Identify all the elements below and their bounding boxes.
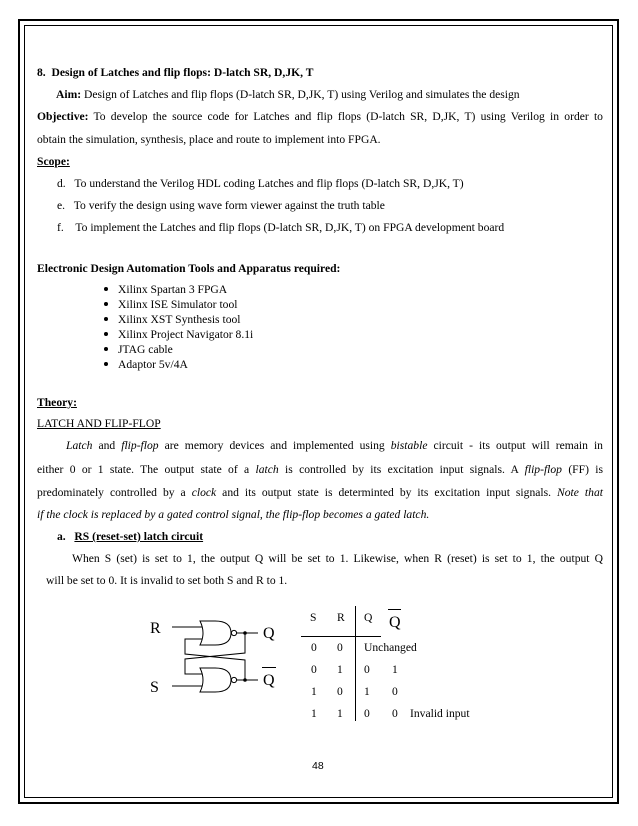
scope-marker: e. [57, 199, 66, 212]
theory-p1-line-4: if the clock is replaced by a gated control signal, the flip-flop becomes a gated latch. [37, 508, 430, 521]
aim-line [56, 88, 520, 102]
tools-item-text: Xilinx Project Navigator 8.1i [118, 328, 254, 341]
td: Unchanged [364, 641, 417, 654]
th-q: Q [364, 611, 373, 624]
theory-p1-line-3 [37, 486, 603, 500]
q-label: Q [263, 625, 275, 642]
truth-table-divider [355, 606, 356, 721]
section-title: Design of Latches and flip flops: D-latch SR, D,JK, T [51, 66, 314, 79]
theory-subheading: LATCH AND FLIP-FLOP [37, 417, 161, 430]
aim-text: Design of Latches and flip flops (D-latch SR, D,JK, T) using Verilog and simulates the design [84, 88, 520, 101]
term-flip-flop: flip-flop [121, 439, 159, 452]
td: 0 [364, 663, 370, 676]
text: predominately controlled by a [37, 486, 186, 499]
inverter-bubble [231, 630, 236, 635]
text: circuit - its output will remain in [433, 439, 603, 452]
term-flip-flop: flip-flop [524, 463, 562, 476]
section-heading [37, 66, 313, 80]
td: 1 [311, 707, 317, 720]
th-qbar-overline [388, 609, 401, 610]
tools-item-text: Xilinx ISE Simulator tool [118, 298, 238, 311]
td: 1 [311, 685, 317, 698]
bullet-icon [104, 302, 108, 306]
objective-line-1 [37, 110, 603, 124]
tools-item [104, 343, 173, 357]
section-number: 8. [37, 66, 46, 79]
tools-item [104, 283, 227, 297]
td: 1 [392, 663, 398, 676]
td: 1 [337, 707, 343, 720]
objective-label: Objective: [37, 110, 89, 123]
term-latch: latch [255, 463, 279, 476]
text: is controlled by its excitation input signals. A [285, 463, 519, 476]
truth-table-header-rule [301, 636, 381, 637]
scope-marker: d. [57, 177, 66, 190]
scope-item-2 [57, 199, 385, 213]
scope-text: To implement the Latches and flip flops (D-latch SR, D,JK, T) on FPGA development board [75, 221, 505, 234]
tools-item-text: JTAG cable [118, 343, 173, 356]
theory-label: Theory: [37, 396, 77, 409]
td-note: Invalid input [410, 707, 470, 720]
th-r: R [337, 611, 345, 624]
objective-text-1: To develop the source code for Latches and flip flops (D-latch SR, D,JK, T) using Verilog in order to [93, 110, 603, 123]
text: are memory devices and implemented using [164, 439, 385, 452]
td: 0 [311, 641, 317, 654]
rs-marker: a. [57, 530, 66, 543]
td: 0 [392, 685, 398, 698]
bullet-icon [104, 332, 108, 336]
theory-p1-line-2 [37, 463, 603, 477]
junction-dot [243, 678, 247, 682]
page-number: 48 [312, 760, 324, 772]
th-qbar: Q [389, 614, 401, 631]
term-bistable: bistable [390, 439, 428, 452]
theory-p1-line-1 [66, 439, 603, 453]
tools-label: Electronic Design Automation Tools and Apparatus required: [37, 262, 341, 275]
qbar-overline [262, 667, 276, 668]
td: 0 [311, 663, 317, 676]
td: 0 [392, 707, 398, 720]
scope-item-1 [57, 177, 464, 191]
bullet-icon [104, 317, 108, 321]
tools-item-text: Xilinx Spartan 3 FPGA [118, 283, 228, 296]
rs-line-1: When S (set) is set to 1, the output Q will be set to 1. Likewise, when R (reset) is set to 1, the output Q [72, 552, 603, 565]
td: 0 [337, 641, 343, 654]
nor-gate-bottom [200, 668, 231, 692]
tools-item-text: Xilinx XST Synthesis tool [118, 313, 241, 326]
tools-item [104, 358, 188, 372]
scope-text: To understand the Verilog HDL coding Latches and flip flops (D-latch SR, D,JK, T) [74, 177, 464, 190]
scope-marker: f. [57, 221, 64, 234]
td: 1 [364, 685, 370, 698]
rs-title: RS (reset-set) latch circuit [74, 530, 204, 543]
term-latch: Latch [66, 439, 93, 452]
aim-label: Aim: [56, 88, 82, 101]
text: Note that [557, 486, 603, 499]
text: (FF) is [568, 463, 603, 476]
text: either 0 or 1 state. The output state of a [37, 463, 250, 476]
objective-line-2: obtain the simulation, synthesis, place and route to implement into FPGA. [37, 133, 381, 146]
r-label: R [150, 620, 161, 637]
td: 1 [337, 663, 343, 676]
text: and its output state is determinted by its excitation input signals. [222, 486, 552, 499]
term-clock: clock [191, 486, 217, 499]
bullet-icon [104, 287, 108, 291]
inverter-bubble [231, 677, 236, 682]
tools-item-text: Adaptor 5v/4A [118, 358, 188, 371]
word-and: and [98, 439, 116, 452]
scope-text: To verify the design using wave form viewer against the truth table [73, 199, 385, 212]
rs-line-2: will be set to 0. It is invalid to set both S and R to 1. [46, 574, 288, 587]
scope-label: Scope: [37, 155, 70, 168]
bullet-icon [104, 362, 108, 366]
bullet-icon [104, 347, 108, 351]
tools-item [104, 328, 253, 342]
tools-item [104, 298, 237, 312]
th-s: S [310, 611, 317, 624]
qbar-label: Q [263, 672, 275, 689]
td: 0 [337, 685, 343, 698]
junction-dot [243, 631, 247, 635]
td: 0 [364, 707, 370, 720]
rs-heading [57, 530, 203, 544]
tools-item [104, 313, 241, 327]
s-label: S [150, 679, 159, 696]
nor-gate-top [200, 621, 231, 645]
scope-item-3 [57, 221, 504, 235]
